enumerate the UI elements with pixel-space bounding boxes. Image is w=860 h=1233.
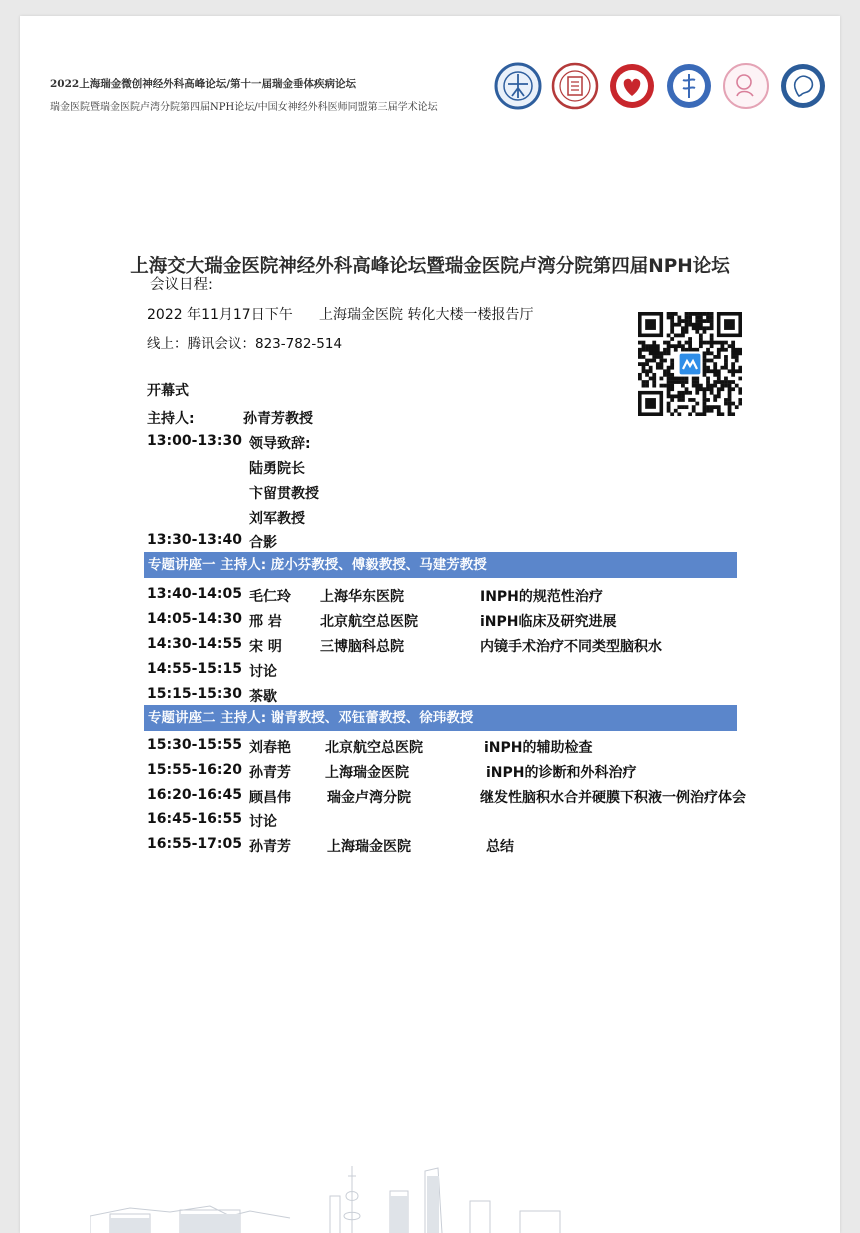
brain-logo-icon <box>779 62 827 110</box>
row-speaker: 孙青芳 <box>249 839 291 855</box>
row-time: 13:40-14:05 <box>147 586 242 602</box>
row-speaker: 邢 岩 <box>249 614 282 630</box>
row-time: 14:30-14:55 <box>147 636 242 652</box>
photo-time: 13:30-13:40 <box>147 532 242 548</box>
row-time: 15:30-15:55 <box>147 737 242 753</box>
row-topic: iNPH的辅助检查 <box>484 740 593 756</box>
row-time: 15:15-15:30 <box>147 686 242 702</box>
row-time: 16:55-17:05 <box>147 836 242 852</box>
welcome-speaker: 陆勇院长 <box>249 461 305 477</box>
city-skyline-illustration <box>90 1156 790 1233</box>
session-2-header: 专题讲座二 主持人: 谢青教授、邓钰蕾教授、徐玮教授 <box>144 705 737 731</box>
row-topic: 总结 <box>486 839 514 855</box>
row-hospital: 三博脑科总院 <box>320 639 404 655</box>
row-speaker: 讨论 <box>249 814 277 830</box>
welcome-time: 13:00-13:30 <box>147 433 242 449</box>
row-speaker: 刘春艳 <box>249 740 291 756</box>
heart-association-icon <box>608 62 656 110</box>
row-topic: 继发性脑积水合并硬膜下积液一例治疗体会 <box>480 790 746 806</box>
row-hospital: 北京航空总医院 <box>320 614 418 630</box>
row-hospital: 上海瑞金医院 <box>327 839 411 855</box>
online-meeting-info: 线上：腾讯会议：823-782-514 <box>147 336 343 352</box>
opening-host: 孙青芳教授 <box>243 411 313 427</box>
row-hospital: 瑞金卢湾分院 <box>327 790 411 806</box>
hospital-seal-icon <box>551 62 599 110</box>
organizer-logos <box>494 62 830 114</box>
row-hospital: 上海华东医院 <box>320 589 404 605</box>
row-speaker: 宋 明 <box>249 639 282 655</box>
row-time: 14:05-14:30 <box>147 611 242 627</box>
welcome-label: 领导致辞: <box>249 436 311 452</box>
page-title: 上海交大瑞金医院神经外科高峰论坛暨瑞金医院卢湾分院第四届NPH论坛 <box>130 256 730 277</box>
opening-label: 开幕式 <box>147 383 189 399</box>
row-topic: iNPH的诊断和外科治疗 <box>486 765 637 781</box>
agenda-page <box>20 16 840 1233</box>
row-speaker: 讨论 <box>249 664 277 680</box>
row-time: 16:45-16:55 <box>147 811 242 827</box>
ruijin-logo-icon <box>494 62 542 110</box>
header-line-2: 瑞金医院暨瑞金医院卢湾分院第四届NPH论坛/中国女神经外科医师同盟第三届学术论坛 <box>50 102 438 113</box>
welcome-speaker: 卞留贯教授 <box>249 486 319 502</box>
row-topic: INPH的规范性治疗 <box>480 589 603 605</box>
row-time: 15:55-16:20 <box>147 762 242 778</box>
meeting-venue: 上海瑞金医院 转化大楼一楼报告厅 <box>319 307 534 323</box>
row-speaker: 茶歇 <box>249 689 277 705</box>
row-topic: iNPH临床及研究进展 <box>480 614 617 630</box>
welcome-speaker: 刘军教授 <box>249 511 305 527</box>
row-speaker: 顾昌伟 <box>249 790 291 806</box>
opening-host-label: 主持人: <box>147 411 195 427</box>
row-speaker: 孙青芳 <box>249 765 291 781</box>
row-hospital: 北京航空总医院 <box>325 740 423 756</box>
session-1-header: 专题讲座一 主持人: 庞小芬教授、傅毅教授、马建芳教授 <box>144 552 737 578</box>
row-hospital: 上海瑞金医院 <box>325 765 409 781</box>
meeting-date: 2022 年11月17日下午 <box>147 307 293 323</box>
qr-code-icon[interactable] <box>638 312 742 416</box>
photo-label: 合影 <box>249 535 277 551</box>
row-time: 16:20-16:45 <box>147 787 242 803</box>
women-neurosurgeons-icon <box>722 62 770 110</box>
neurosurgery-society-icon <box>665 62 713 110</box>
row-time: 14:55-15:15 <box>147 661 242 677</box>
row-speaker: 毛仁玲 <box>249 589 291 605</box>
row-topic: 内镜手术治疗不同类型脑积水 <box>480 639 662 655</box>
agenda-label: 会议日程: <box>150 277 213 293</box>
header-line-1: 2022上海瑞金微创神经外科高峰论坛/第十一届瑞金垂体疾病论坛 <box>50 78 357 90</box>
